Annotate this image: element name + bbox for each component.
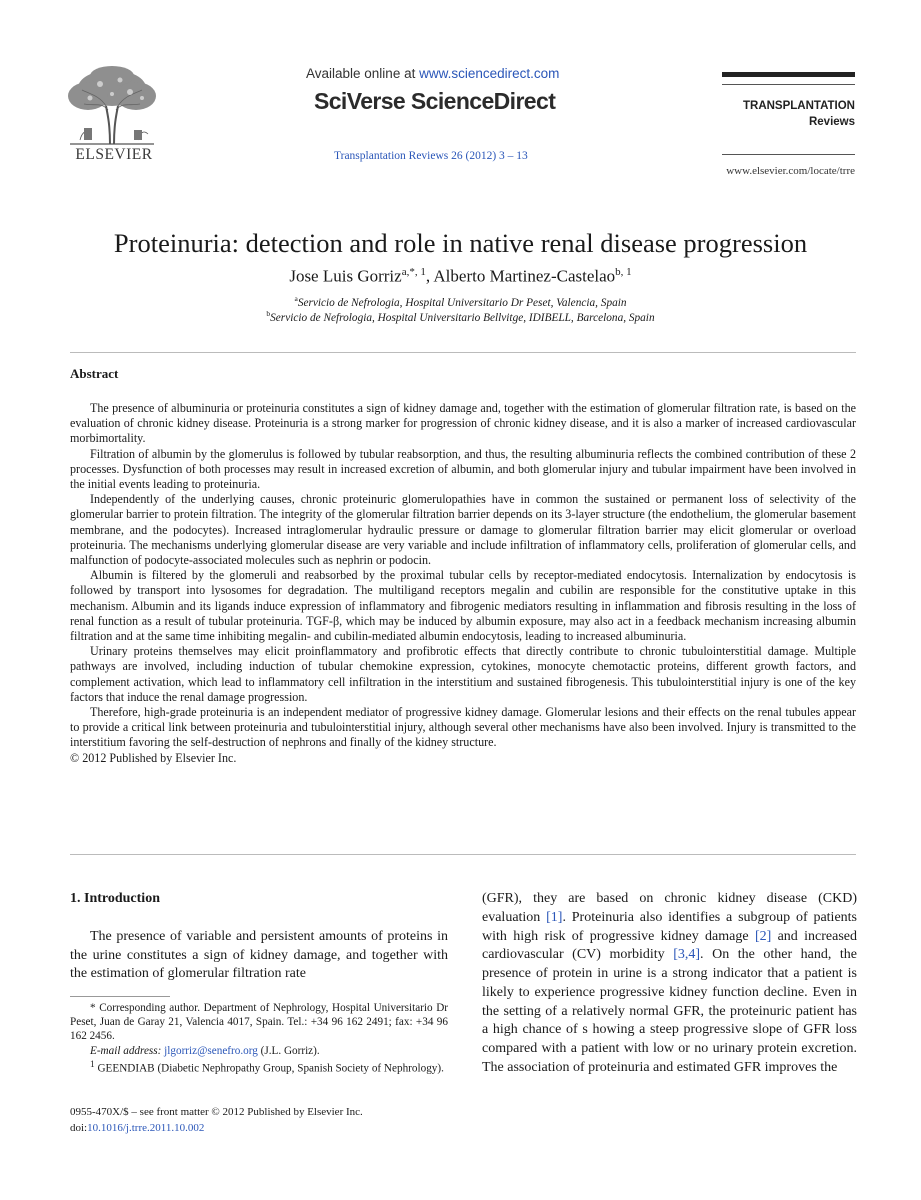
- footnote-1: [70, 1058, 448, 1076]
- footnote-rule: [70, 996, 170, 997]
- journal-header-rule: [722, 154, 855, 155]
- citation-link[interactable]: [1]: [546, 909, 563, 925]
- intro-paragraph: The presence of variable and persistent amounts of proteins in the urine constitutes a sign of kidney damage, and together with the estimation of glomerular filtration rate: [70, 929, 448, 982]
- intro-text: . Proteinuria also identifies a subgroup of patients with high risk of progressive kidney damage: [482, 909, 857, 944]
- abstract-paragraph: The presence of albuminuria or proteinuria constitutes a sign of kidney damage and, together with the estimation of glomerular filtration rate, is based on the evaluation of chronic kidney disease. Proteinuria is a strong marker for progression of chronic kidney disease, and it is also a marker of increased cardiovascular morbimortality.: [70, 401, 856, 446]
- author-affiliation-mark: a,*, 1: [401, 266, 426, 278]
- affiliation-text: Servicio de Nefrologia, Hospital Universitario Dr Peset, Valencia, Spain: [297, 296, 627, 309]
- journal-homepage-link[interactable]: www.elsevier.com/locate/trre: [726, 165, 855, 177]
- abstract-heading: Abstract: [70, 366, 119, 381]
- footnote-mark: 1: [90, 1059, 95, 1070]
- abstract-paragraph: Filtration of albumin by the glomerulus is followed by tubular reabsorption, and thus, the resulting albuminuria reflects the combined contribution of these 2 processes. Dysfunction of both processes may result in increased excretion of albumin, and both glomerular injury and tubular impairment have been involved in the initial events leading to proteinuria.: [70, 446, 856, 492]
- citation-link[interactable]: [2]: [754, 928, 772, 944]
- intro-text: . On the other hand, the presence of protein in urine is a strong indicator that a patient is likely to experience progressive kidney function decline. Even in the setting of a relatively normal GFR, the proteinuric patient has a high chance of s howing a steep progressive slope of GFR loss compared with a patient with low or no urinary protein excretion. The association of proteinuria and estimated GFR improves the: [482, 947, 857, 1075]
- abstract-paragraph: Therefore, high-grade proteinuria is an independent mediator of progressive kidney damage. Glomerular lesions and their effects on the renal tubules appear to provide a critical link between proteinuria and tubulointerstitial injury, although several other mechanisms have also been involved. Injury is transmitted to the interstitium favoring the self-destruction of nephrons and finally of the kidney structure.: [70, 705, 856, 750]
- journal-name-line1: TRANSPLANTATION: [742, 100, 855, 112]
- abstract-copyright: © 2012 Published by Elsevier Inc.: [70, 750, 237, 765]
- journal-citation-link[interactable]: Transplantation Reviews 26 (2012) 3 – 13: [334, 150, 528, 162]
- author-affiliation-mark: b, 1: [615, 266, 632, 278]
- email-label: E-mail address:: [90, 1044, 165, 1057]
- doi-link[interactable]: 10.1016/j.trre.2011.10.002: [87, 1121, 205, 1134]
- intro-left-column: [70, 928, 448, 984]
- abstract-top-rule: [70, 352, 856, 353]
- email-suffix: (J.L. Gorriz).: [257, 1044, 320, 1057]
- affiliation-text: Servicio de Nefrologia, Hospital Universitario Bellvitge, IDIBELL, Barcelona, Spain: [270, 311, 655, 324]
- author-separator: ,: [425, 266, 434, 286]
- affiliation-b: [0, 309, 921, 324]
- section-heading-introduction: 1. Introduction: [70, 891, 160, 906]
- abstract-bottom-rule: [70, 854, 856, 855]
- email-link[interactable]: jlgorriz@senefro.org: [164, 1044, 258, 1057]
- email-note: [70, 1044, 448, 1058]
- doi-label: doi:: [70, 1121, 88, 1134]
- abstract-paragraph: Urinary proteins themselves may elicit proinflammatory and profibrotic effects that directly contribute to chronic tubulointerstitial damage. Multiple pathways are involved, including induction of tubular chemokine expression, cytokines, monocyte chemotactic proteins, different growth factors, and complement activation, which lead to inflammatory cell infiltration in the interstitium and sustained fibrogenesis. This tubulointerstitial injury is one of the key factors that induce the renal damage progression.: [70, 644, 856, 704]
- sciencedirect-link[interactable]: www.sciencedirect.com: [419, 66, 560, 81]
- citation-link[interactable]: [3,4]: [673, 947, 701, 963]
- affiliation-a: [0, 294, 921, 309]
- available-online-label: Available online at: [306, 66, 420, 81]
- footnotes: [70, 1001, 448, 1076]
- journal-header-rule: [722, 72, 855, 77]
- author-name: Jose Luis Gorriz: [289, 266, 402, 286]
- journal-name-line2: Reviews: [808, 116, 855, 128]
- affiliation-mark: b: [266, 309, 271, 318]
- journal-name: [680, 98, 855, 130]
- abstract-body: [70, 401, 856, 766]
- journal-header-rule: [722, 84, 855, 85]
- author-name: Alberto Martinez-Castelao: [433, 266, 616, 286]
- abstract-paragraph: Albumin is filtered by the glomeruli and reabsorbed by the proximal tubular cells by receptor-mediated endocytosis. Internalization by endocytosis is followed by transport into lysosomes for degradation. The multiligand receptors megalin and cubilin are responsible for the constitutive uptake in this mechanism. Albumin and its ligands induce expression of inflammatory and fibrogenic mediators resulting in inflammation and fibrosis resulting in the loss of renal function as a result of tubular proteinuria. TGF-β, which may be induced by albumin exposure, may also act in a feedback mechanism increasing albumin filtration and at the same time inhibiting megalin- and cubilin-mediated albumin endocytosis, leading to increased albuminuria.: [70, 568, 856, 644]
- footnote-text: GEENDIAB (Diabetic Nephropathy Group, Spanish Society of Nephrology).: [94, 1062, 444, 1075]
- intro-right-column: [482, 890, 857, 1078]
- imprint: [70, 1105, 363, 1136]
- available-online-line: [306, 66, 559, 81]
- corresponding-author-note: * Corresponding author. Department of Nephrology, Hospital Universitario Dr Peset, Juan de Garay 21, Valencia 4017, Spain. Tel.: +34 96 162 2491; fax: +34 96 162 2456.: [70, 1002, 448, 1043]
- affiliation-mark: a: [294, 294, 298, 303]
- sciverse-brand: SciVerse ScienceDirect: [314, 88, 556, 114]
- doi-line: [70, 1121, 363, 1137]
- intro-text: and increased cardiovascular (CV) morbidity: [482, 928, 857, 963]
- intro-paragraph-continued: [482, 890, 857, 1078]
- abstract-paragraph: Independently of the underlying causes, chronic proteinuric glomerulopathies have in common the sustained or permanent loss of selectivity of the glomerular barrier to protein filtration. The integrity of the glomerular filtration barrier depends on its 3-layer structure (the endothelium, the glomerular basement membrane, and the podocytes). Increased intraglomerular hydraulic pressure or damage to glomerular filtration barrier may elicit glomerular or overload proteinuria. The mechanisms underlying glomerular disease are very variable and include infiltration of inflammatory cells, proliferation of glomerular cells, and malfunction of podocyte-associated molecules such as nephrin or podocin.: [70, 492, 856, 568]
- author-list: [0, 266, 921, 287]
- intro-text: (GFR), they are based on chronic kidney disease (CKD) evaluation: [482, 891, 857, 925]
- article-title: Proteinuria: detection and role in native renal disease progression: [113, 228, 808, 258]
- publisher-wordmark: ELSEVIER: [75, 146, 153, 163]
- issn-line: 0955-470X/$ – see front matter © 2012 Published by Elsevier Inc.: [70, 1106, 363, 1118]
